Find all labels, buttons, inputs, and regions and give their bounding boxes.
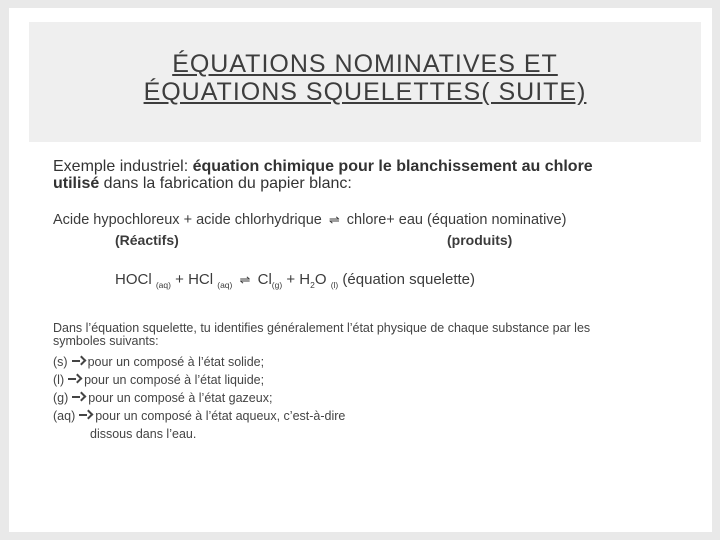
- nominative-left: Acide hypochloreux + acide chlorhydrique: [53, 212, 322, 228]
- nominative-right: chlore+ eau (équation nominative): [342, 212, 567, 228]
- slide: [9, 8, 712, 532]
- intro-prefix: Exemple industriel:: [53, 158, 193, 175]
- state-description: pour un composé à l’état aqueux, c’est-à-dire: [95, 409, 346, 423]
- intro-line2-end: :: [347, 175, 352, 192]
- state-item-g: [53, 391, 272, 405]
- state-symbol: (g): [53, 391, 69, 405]
- state-item-s: [53, 355, 264, 369]
- state-symbol: (aq): [53, 409, 76, 423]
- state-item-aq: [53, 409, 345, 423]
- right-arrow-icon: [68, 374, 80, 384]
- slide-title: [29, 50, 701, 106]
- title-line-2: ÉQUATIONS SQUELETTES( SUITE): [143, 78, 587, 106]
- equilibrium-arrow-icon: ⇌: [328, 212, 340, 227]
- title-line-1: ÉQUATIONS NOMINATIVES ET: [172, 50, 558, 78]
- title-band: [29, 22, 701, 142]
- state-description: pour un composé à l’état gazeux;: [88, 391, 273, 405]
- right-arrow-icon: [79, 410, 91, 420]
- state-symbol: (s): [53, 355, 68, 369]
- formula-o: O: [314, 271, 331, 288]
- produits-label: (produits): [447, 232, 513, 248]
- reactifs-label: (Réactifs): [115, 232, 179, 248]
- state-l: (l): [330, 280, 339, 290]
- right-arrow-icon: [72, 392, 84, 402]
- skeleton-equation: [115, 271, 475, 290]
- subscript-2: 2: [310, 280, 315, 290]
- explanation-paragraph: [53, 322, 590, 348]
- right-arrow-icon: [72, 356, 84, 366]
- explanation-line-2: symboles suivants:: [53, 334, 159, 348]
- state-aq-2: (aq): [217, 280, 233, 290]
- state-aq-1: (aq): [155, 280, 171, 290]
- formula-hcl: + HCl: [170, 271, 218, 288]
- state-description: pour un composé à l’état liquide;: [84, 373, 265, 387]
- intro-text: [53, 158, 593, 192]
- skeleton-note: (équation squelette): [338, 271, 476, 288]
- state-symbol: (l): [53, 373, 65, 387]
- state-g: (g): [271, 280, 283, 290]
- state-item-aq-continued: dissous dans l’eau.: [90, 427, 197, 441]
- formula-hocl: HOCl: [115, 271, 156, 288]
- intro-line2-text: dans la fabrication du papier blanc: [99, 175, 348, 192]
- state-item-l: [53, 373, 264, 387]
- formula-cl: Cl: [253, 271, 272, 288]
- formula-h: + H: [282, 271, 311, 288]
- equilibrium-arrow-icon: ⇌: [239, 272, 251, 287]
- intro-bold: équation chimique pour le blanchissement au chlore: [192, 158, 593, 175]
- nominative-equation: [53, 212, 566, 228]
- intro-line2-bold: utilisé: [53, 175, 100, 192]
- explanation-line-1: Dans l’équation squelette, tu identifies généralement l’état physique de chaque substance par les: [53, 321, 591, 335]
- state-description: pour un composé à l’état solide;: [87, 355, 265, 369]
